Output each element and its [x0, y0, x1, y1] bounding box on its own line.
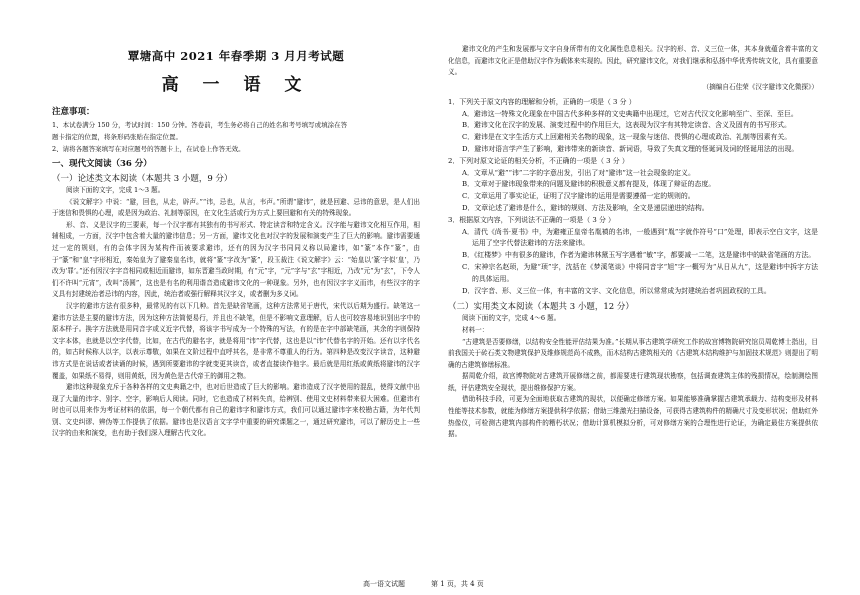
material-paragraph: “古建筑是否要修缮，以结构安全性能评估结果为准。”长期从事古建筑学研究工作的故宫博物院研究馆员周乾博士指出，目前我国关于砖石类文物建筑保护及维修规范尚不成熟，而木结构古建筑相关的《古建筑木结构维护与加固技术规范》则提出了明确的古建筑修缮标准。 — [448, 337, 818, 369]
section-heading: 一、现代文阅读（36 分） — [52, 159, 152, 169]
left-column — [52, 40, 420, 440]
passage-paragraph: 汉字的避讳方法有很多种，最常见的有以下几种。首先是缺省笔画，这种方法常见于唐代，宋代以后期为盛行。缺笔这一避讳方法是主要的避讳方法，因为这种方法简便易行，并且也不缺笔，但是不影响文意理解，后人也可较容易地识别出字中的原本样子。换字方法就是用同音字或义近字代替，将该字书写成为一个特殊的写法，有的是在字中部缺笔画，其余的字则保持文字本体，也就是以空字代替，比如，在古代的避名字，就是将用“讳”字代替，这也是以“讳”代替名字的开始。还有以字代名的，如古时候称人以字，以表示尊敬，如果在文阶过程中直呼其名，是非常不尊重人的行为。第四种是改变汉字读音，这种避讳方式是在说话或者读诵的时候，遇到所要避讳的字就变更其读音，或者直接读作他字。最后就是用红纸或黄纸将避讳的汉字覆盖，如果纸不易得，则用黄纸，因为黄色是古代帝王的御用之物。 — [52, 301, 420, 380]
question-stem: 3．根据原文内容，下列说法不正确的一项是（ 3 分 ） — [448, 215, 615, 224]
question-option: A．文章从“避”“讳”二字的字意出发，引出了对“避讳”这一社会现象的定义。 — [462, 168, 695, 177]
question-option: C．避讳是在文字生活方式上回避相关名物的现象，这一现象与迷信、畏惧的心理或政治、礼制等因素有关。 — [462, 133, 792, 142]
passage-paragraph: 避讳这种现象充斥于各种各样的文史典籍之中，也对后世造成了巨大的影响。避讳造成了汉字使用的混乱，使得文献中出现了大量的讳字、别字、空字，影响后人阅读。同时，它也造成了材料失真，给辨别、使用文史材料带来很大困难。但避讳有时也可以用来作为考证材料的依据，每一个朝代都有自己的避讳字和避讳方式，我们可以通过避讳字来校勘古籍，为年代判别、文史纠谬、辨伪等工作提供了依据。避讳也是汉语言文字学中重要的研究课题之一，通过研究避讳，可以了解历史上一些汉字的由来和演变，也有助于我们深入理解古代文化。 — [52, 383, 420, 438]
passage-paragraph: 形、音、义是汉字的三要素，每一个汉字都有其独有的书写形式、特定读音和特定含义。汉字能与避讳文化相互作用，相辅相成，一方面，汉字中包含着大量的避讳信息；另一方面，避讳文化也对汉字的发展和演变产生了巨大的影响。避讳需要通过一定的规则，有的会体字因为某构件而被要求避讳，还有的因为汉字书同同义称以局避讳，如“篆”本作“篆”，由于“篆”和“皇”字形相近，秦始皇为了避秦皇名讳，就将“篆”字改为“篆”，段玉裁注《说文解字》云：“始皇以‘篆’字似‘皇’，乃改为‘罪’。”还有因汉字字音相同或相近而避讳，如东晋避当政时期，有“元”字，“元”字与“玄”字相近，乃改“元”为“玄”，下令人们不许叫“元宵”，改叫“汤圆”，这也是有名的利用谐音造成避讳文化的一种现象。另外，也有因汉字字义而讳，有些汉字的字义具有封建统治者忌讳的内容，因此，统治者或强行解释其汉字义，或者删为多义词。 — [52, 220, 420, 299]
notes-heading: 注意事项： — [52, 107, 95, 117]
passage-paragraph: 避讳文化的产生和发展都与文字自身所带有的文化属性息息相关。汉字的形、音、义三位一体，其本身就蕴含着丰富的文化信息，而避讳文化正是借助汉字作为载体来实现的。因此，研究避讳文化，对我们继承和弘扬中华优秀传统文化，具有重要意义。 — [448, 45, 818, 77]
subject-title: 高 一 语 文 — [161, 75, 311, 95]
material-paragraph: 借助科技手段，可更为全面地获取古建筑的现状，以便确定修缮方案。如果能够准确掌握古建筑承载力、结构变形及材料性能等技术参数，就能为修缮方案提供科学依据；借助三维激光扫描设备，可获得古建筑构件的精确尺寸及变形状况；借助红外热像仪，可检测古建筑内部构件的糟朽状况；借助计算机模拟分析，可对修缮方案的合理性进行论证，为确定最佳方案提供依据。 — [448, 395, 818, 439]
question-option: B．《红楼梦》中有很多的避讳，作者为避讳林黛玉写字遇着“敏”字，都要减一二笔，这是避讳中的缺省笔画的方法。 — [462, 251, 816, 260]
question-option: C．文章运用了事实论证，证明了汉字避讳的运用是需要遵循一定的规则的。 — [462, 192, 695, 201]
question-stem: 1．下列关于原文内容的理解和分析，正确的一项是（ 3 分 ） — [448, 97, 636, 106]
passage-source: （摘编自石佳荣《汉字避讳文化微探》） — [702, 82, 818, 91]
notes-line: 1、本试卷满分 150 分，考试时间：150 分钟。答卷前，考生务必将自己的姓名和考号填写或填涂在答 — [52, 121, 348, 129]
question-stem: 2．下列对原文论证的相关分析，不正确的一项是（ 3 分 ） — [448, 156, 629, 165]
exam-title: 覃塘高中 2021 年春季期 3 月月考试题 — [127, 49, 345, 63]
right-column — [448, 44, 818, 441]
notes-line: 题卡指定的位置，将条形码张贴在指定位置。 — [52, 133, 182, 141]
question-option: B．避讳文化在汉字的发展、演变过程中的作用巨大，这表现为汉字有其特定读音、含义及固有的书写形式。 — [462, 121, 791, 130]
reading-instruction: 阅读下面的文字，完成 1～3 题。 — [66, 186, 165, 194]
question-option: B．文章对于避讳现象带来的问题及避讳的积极意义都有提及，体现了辩证的态度。 — [462, 180, 716, 189]
footer-subject: 高一语文试题 — [363, 580, 405, 588]
question-option: A．避讳这一特殊文化现象在中国古代多种多样的文史典籍中出现过，它对古代汉文化影响至广、至深、至巨。 — [462, 109, 798, 118]
question-option: D．避讳对语言学产生了影响，避讳带来的新读音、新词语，导致了失真文理的怪诞词及词的怪诞用法的出现。 — [462, 144, 799, 153]
material-paragraph: 据周乾介绍，故宫博物院对古建筑开展修缮之前，都需要进行建筑现状勘察，包括调查建筑主体的残损情况，绘制测绘图纸，评估建筑安全现状，提出维修保护方案。 — [448, 372, 818, 392]
reading-instruction: 阅读下面的文字，完成 4～6 题。 — [462, 314, 561, 323]
footer-page-number: 第 1 页，共 4 页 — [431, 580, 484, 588]
material-label: 材料一： — [462, 325, 489, 334]
question-option: A．清代《尚书·夏书》中，为避雍正皇帝名胤禛的名讳，一般遇到“胤”字就作符号“口”处理，即表示空白文字，这是运用了空字代替法避讳的方法来避讳。 — [462, 227, 818, 248]
question-option: D．汉字音、形、义三位一体，有丰富的文字、文化信息，所以常常成为封建统治者巩固政权的工具。 — [462, 286, 771, 295]
passage-paragraph: 《说文解字》中说：“避，回也，从走，辟声。”“讳，忌也，从言，韦声。”所谓“避讳”，就是回避、忌讳的意思，是人们出于迷信和畏惧的心理，或是因为政治、礼制等原因，在文化生活或行为方式上要回避和有关的特殊现象。 — [52, 197, 420, 218]
question-option: D．文章论述了避讳是什么，避讳的规则、方法及影响，全文是递层递进的结构。 — [462, 203, 709, 212]
notes-line: 2、请将各题答案填写在对应题号的答题卡上，在试卷上作答无效。 — [52, 145, 245, 153]
question-option: C．宋神宗名赵顼，为避“顼”字，沈括在《梦溪笔谈》中将同音字“旭”字一概写为“从日从九”，这是避讳中拆字方法的具体运用。 — [462, 262, 818, 283]
subsection-heading: （一）论述类文本阅读（本题共 3 小题，9 分） — [52, 174, 233, 184]
subsection-heading: （二）实用类文本阅读（本题共 3 小题，12 分） — [448, 302, 634, 313]
